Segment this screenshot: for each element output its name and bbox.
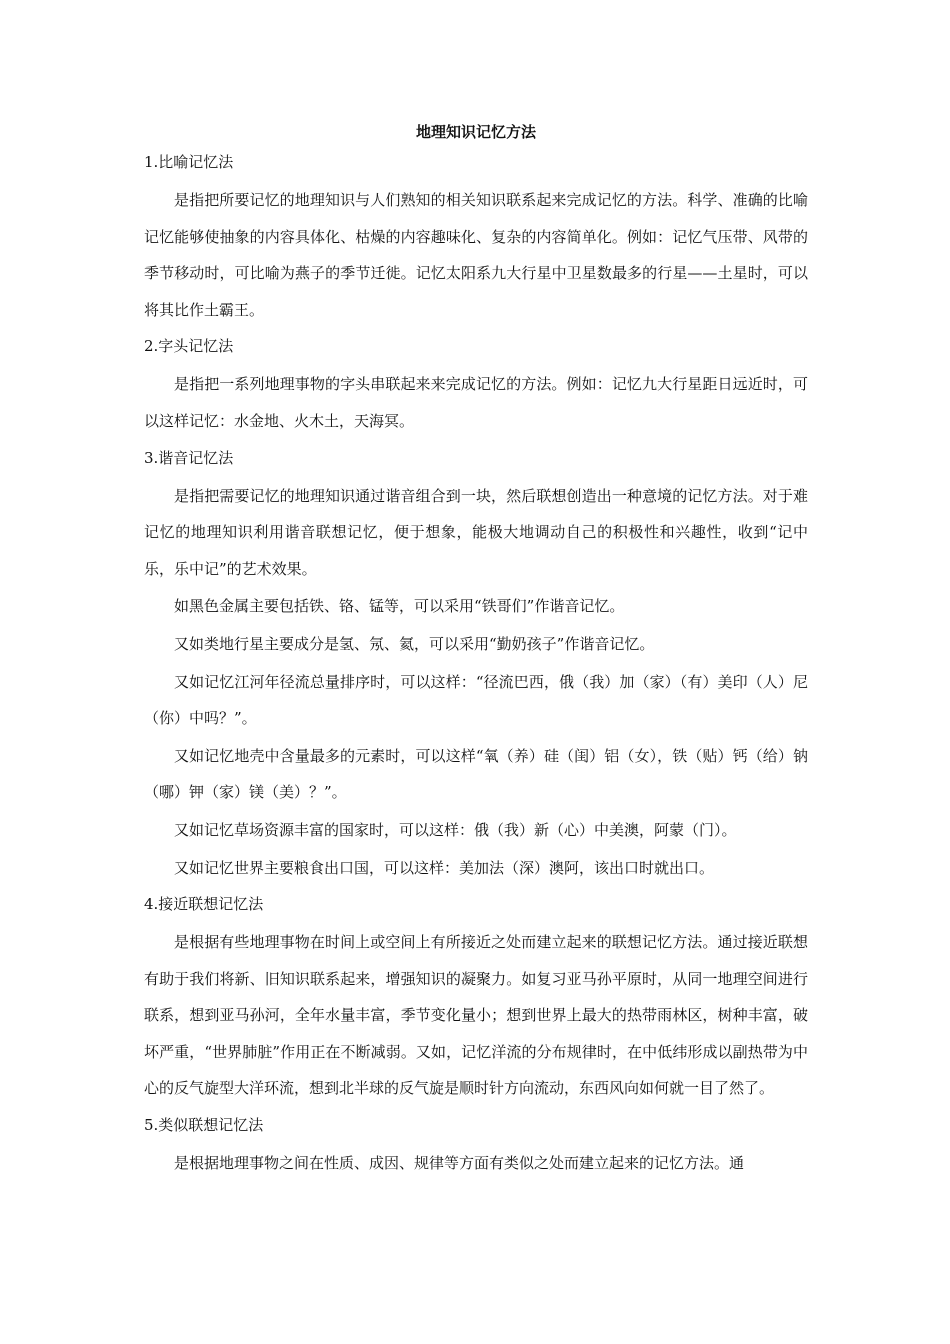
paragraph: 是根据有些地理事物在时间上或空间上有所接近之处而建立起来的联想记忆方法。通过接近联想有助于我们将新、旧知识联系起来，增强知识的凝聚力。如复习亚马孙平原时，从同一地理空间进行联系，想到亚马孙河，全年水量丰富，季节变化量小；想到世界上最大的热带雨林区，树种丰富，破坏严重，“世界肺脏”作用正在不断减弱。又如，记忆洋流的分布规律时，在中低纬形成以副热带为中心的反气旋型大洋环流，想到北半球的反气旋是顺时针方向流动，东西风向如何就一目了然了。 [144, 933, 808, 1098]
paragraph: 是指把所要记忆的地理知识与人们熟知的相关知识联系起来完成记忆的方法。科学、准确的比喻记忆能够使抽象的内容具体化、枯燥的内容趣味化、复杂的内容简单化。例如：记忆气压带、风带的季节移动时，可比喻为燕子的季节迁徙。记忆太阳系九大行星中卫星数最多的行星——土星时，可以将其比作土霸王。 [144, 191, 808, 319]
paragraph: 又如记忆地壳中含量最多的元素时，可以这样“氧（养）硅（闺）铝（女），铁（贴）钙（给）钠（哪）钾（家）镁（美）？”。 [144, 746, 808, 802]
section-4 [144, 894, 808, 1108]
paragraph: 又如类地行星主要成分是氢、氖、氦，可以采用“勤奶孩子”作谐音记忆。 [174, 634, 655, 653]
section-3 [144, 448, 808, 888]
document-body [144, 122, 808, 1183]
section-1 [144, 152, 808, 329]
paragraph: 如黑色金属主要包括铁、铬、锰等，可以采用“铁哥们”作谐音记忆。 [174, 597, 625, 616]
section-heading: 2.字头记忆法 [144, 337, 234, 356]
paragraph: 又如记忆江河年径流总量排序时，可以这样：“径流巴西，俄（我）加（家）（有）美印（人）尼（你）中吗？”。 [144, 672, 808, 728]
section-heading: 5.类似联想记忆法 [144, 1116, 264, 1135]
paragraph: 是指把需要记忆的地理知识通过谐音组合到一块，然后联想创造出一种意境的记忆方法。对于难记忆的地理知识利用谐音联想记忆，便于想象，能极大地调动自己的积极性和兴趣性，收到“记中乐，乐中记”的艺术效果。 [144, 486, 808, 578]
paragraph: 是指把一系列地理事物的字头串联起来来完成记忆的方法。例如：记忆九大行星距日远近时，可以这样记忆：水金地、火木土，天海冥。 [144, 375, 808, 430]
section-2 [144, 336, 808, 440]
paragraph: 又如记忆草场资源丰富的国家时，可以这样：俄（我）新（心）中美澳，阿蒙（门）。 [174, 820, 737, 839]
section-5 [144, 1115, 808, 1183]
paragraph: 是根据地理事物之间在性质、成因、规律等方面有类似之处而建立起来的记忆方法。通 [174, 1154, 745, 1173]
section-heading: 3.谐音记忆法 [144, 448, 234, 467]
section-heading: 1.比喻记忆法 [144, 153, 234, 171]
document-title: 地理知识记忆方法 [415, 123, 536, 141]
paragraph: 又如记忆世界主要粮食出口国，可以这样：美加法（深）澳阿，该出口时就出口。 [174, 858, 715, 877]
section-heading: 4.接近联想记忆法 [144, 895, 264, 914]
